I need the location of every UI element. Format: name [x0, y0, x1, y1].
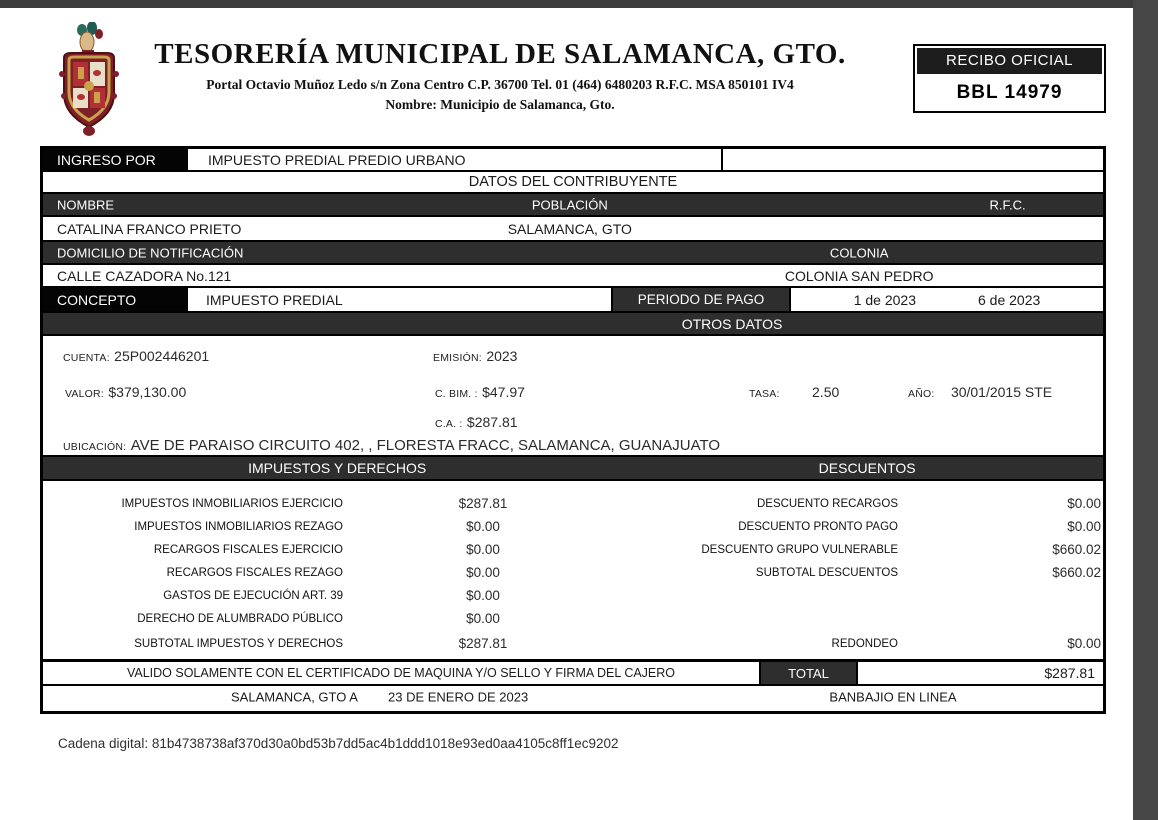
line-items-section — [43, 481, 1103, 662]
otros-datos-section — [43, 336, 1103, 457]
impuesto-item-label: IMPUESTOS INMOBILIARIOS REZAGO — [134, 521, 343, 533]
cbim-field — [435, 384, 525, 402]
emision-value: 2023 — [486, 348, 518, 364]
domicilio-header: DOMICILIO DE NOTIFICACIÓN — [57, 245, 244, 260]
otros-datos-title: OTROS DATOS — [681, 315, 783, 332]
ca-value: $287.81 — [466, 414, 518, 430]
salamanca-coat-of-arms — [52, 22, 126, 138]
impuesto-item-value: $0.00 — [466, 542, 500, 557]
cuenta-field — [63, 348, 209, 366]
impuesto-item-value: $0.00 — [466, 565, 500, 580]
office-address: Portal Octavio Muñoz Ledo s/n Zona Centro C.P. 36700 Tel. 01 (464) 6480203 R.F.C. MSA 850101 IV4 — [206, 77, 794, 92]
office-name-line: Nombre: Municipio de Salamanca, Gto. — [385, 97, 615, 112]
cbim-label: C. BIM. : — [435, 388, 478, 400]
poblacion-value: SALAMANCA, GTO — [507, 220, 632, 237]
periodo-values — [791, 288, 1103, 311]
impuesto-item-value: $0.00 — [466, 519, 500, 534]
redondeo-value: $0.00 — [1067, 636, 1101, 651]
total-row — [43, 662, 1103, 686]
domicilio-value: CALLE CAZADORA No.121 — [57, 267, 232, 284]
nombre-header: NOMBRE — [57, 197, 115, 212]
impuesto-item-label: RECARGOS FISCALES REZAGO — [166, 567, 343, 579]
descuento-item-label: DESCUENTO PRONTO PAGO — [738, 521, 898, 533]
colonia-header: COLONIA — [829, 245, 889, 260]
periodo-de-pago-label: PERIODO DE PAGO — [613, 288, 791, 311]
receipt-label: RECIBO OFICIAL — [917, 48, 1102, 74]
ca-field — [435, 414, 518, 432]
nombre-poblacion-rfc-header-row — [43, 194, 1103, 217]
nombre-value: CATALINA FRANCO PRIETO — [57, 220, 242, 237]
impuesto-item-label: RECARGOS FISCALES EJERCICIO — [153, 544, 343, 556]
descuento-item-label: DESCUENTO GRUPO VULNERABLE — [701, 544, 898, 556]
receipt-number: BBL 14979 — [956, 82, 1063, 103]
valor-value: $379,130.00 — [108, 384, 187, 400]
emision-label: EMISIÓN: — [433, 352, 482, 364]
descuento-item-label: DESCUENTO RECARGOS — [756, 498, 898, 510]
window-right-edge — [1133, 0, 1158, 820]
impuesto-item-value: $0.00 — [466, 611, 500, 626]
periodo-inicio: 1 de 2023 — [853, 291, 916, 308]
impuestos-descuentos-header-row — [43, 457, 1103, 481]
periodo-fin: 6 de 2023 — [978, 291, 1041, 308]
anio-field — [908, 384, 1052, 402]
cbim-value: $47.97 — [482, 384, 525, 400]
impuesto-item-label: IMPUESTOS INMOBILIARIOS EJERCICIO — [121, 498, 343, 510]
letterhead — [130, 38, 870, 113]
ingreso-por-row — [43, 149, 1103, 172]
cadena-digital-label: Cadena digital: — [58, 736, 149, 751]
ubicacion-field — [63, 437, 720, 455]
cadena-digital-value: 81b4738738af370d30a0bd53b7dd5ac4b1ddd1018e93ed0aa4105c8ff1ec9202 — [151, 736, 619, 751]
receipt-table — [40, 146, 1106, 714]
total-label: TOTAL — [761, 662, 858, 684]
tasa-label: TASA: — [749, 388, 780, 400]
window-top-edge — [0, 0, 1158, 8]
tasa-field — [749, 384, 839, 402]
concepto-label: CONCEPTO — [43, 288, 188, 311]
ingreso-por-value: IMPUESTO PREDIAL PREDIO URBANO — [188, 149, 723, 170]
emision-field — [433, 348, 517, 366]
rfc-header: R.F.C. — [989, 197, 1026, 212]
otros-datos-header-row — [43, 313, 1103, 336]
domicilio-colonia-header-row — [43, 242, 1103, 265]
nombre-poblacion-rfc-value-row — [43, 217, 1103, 242]
descuento-item-value: $0.00 — [1067, 496, 1101, 511]
anio-label: AÑO: — [908, 388, 935, 400]
colonia-value: COLONIA SAN PEDRO — [784, 267, 934, 284]
concepto-value: IMPUESTO PREDIAL — [188, 288, 613, 311]
valido-text: VALIDO SOLAMENTE CON EL CERTIFICADO DE MAQUINA Y/O SELLO Y FIRMA DEL CAJERO — [43, 662, 761, 684]
valor-field — [65, 384, 186, 402]
anio-value: 30/01/2015 STE — [950, 384, 1053, 400]
date-row — [43, 686, 1103, 708]
metodo-pago-text: BANBAJIO EN LINEA — [829, 689, 957, 705]
impuesto-item-label: DERECHO DE ALUMBRADO PÚBLICO — [137, 613, 343, 625]
cadena-digital — [58, 736, 619, 751]
ubicacion-label: UBICACIÓN: — [63, 441, 127, 453]
redondeo-label: REDONDEO — [831, 638, 898, 650]
impuestos-subtotal-value: $287.81 — [458, 636, 508, 651]
impuestos-section-title: IMPUESTOS Y DERECHOS — [248, 460, 427, 476]
ca-label: C.A. : — [435, 418, 463, 430]
descuentos-section-title: DESCUENTOS — [818, 460, 916, 476]
concepto-row — [43, 288, 1103, 313]
impuesto-item-label: GASTOS DE EJECUCIÓN ART. 39 — [163, 590, 343, 602]
official-receipt-box — [913, 44, 1106, 113]
descuento-item-value: $0.00 — [1067, 519, 1101, 534]
impuestos-subtotal-label: SUBTOTAL IMPUESTOS Y DERECHOS — [134, 638, 343, 650]
domicilio-colonia-value-row — [43, 265, 1103, 288]
ingreso-por-label: INGRESO POR — [43, 149, 188, 170]
descuento-item-value: $660.02 — [1052, 565, 1101, 580]
fecha-text: 23 DE ENERO DE 2023 — [388, 689, 529, 705]
page-title: TESORERÍA MUNICIPAL DE SALAMANCA, GTO. — [154, 38, 846, 70]
datos-contribuyente-header: DATOS DEL CONTRIBUYENTE — [43, 172, 1103, 194]
descuento-item-label: SUBTOTAL DESCUENTOS — [755, 567, 898, 579]
cuenta-label: CUENTA: — [63, 352, 110, 364]
impuesto-item-value: $0.00 — [466, 588, 500, 603]
poblacion-header: POBLACIÓN — [531, 197, 608, 212]
lugar-text: SALAMANCA, GTO A — [231, 689, 358, 705]
total-value: $287.81 — [1044, 665, 1095, 681]
cuenta-value: 25P002446201 — [114, 348, 210, 364]
valor-label: VALOR: — [65, 388, 104, 400]
tasa-value: 2.50 — [812, 384, 840, 400]
ubicacion-value: AVE DE PARAISO CIRCUITO 402, , FLORESTA FRACC, SALAMANCA, GUANAJUATO — [130, 437, 721, 454]
impuesto-item-value: $287.81 — [458, 496, 508, 511]
descuento-item-value: $660.02 — [1052, 542, 1101, 557]
